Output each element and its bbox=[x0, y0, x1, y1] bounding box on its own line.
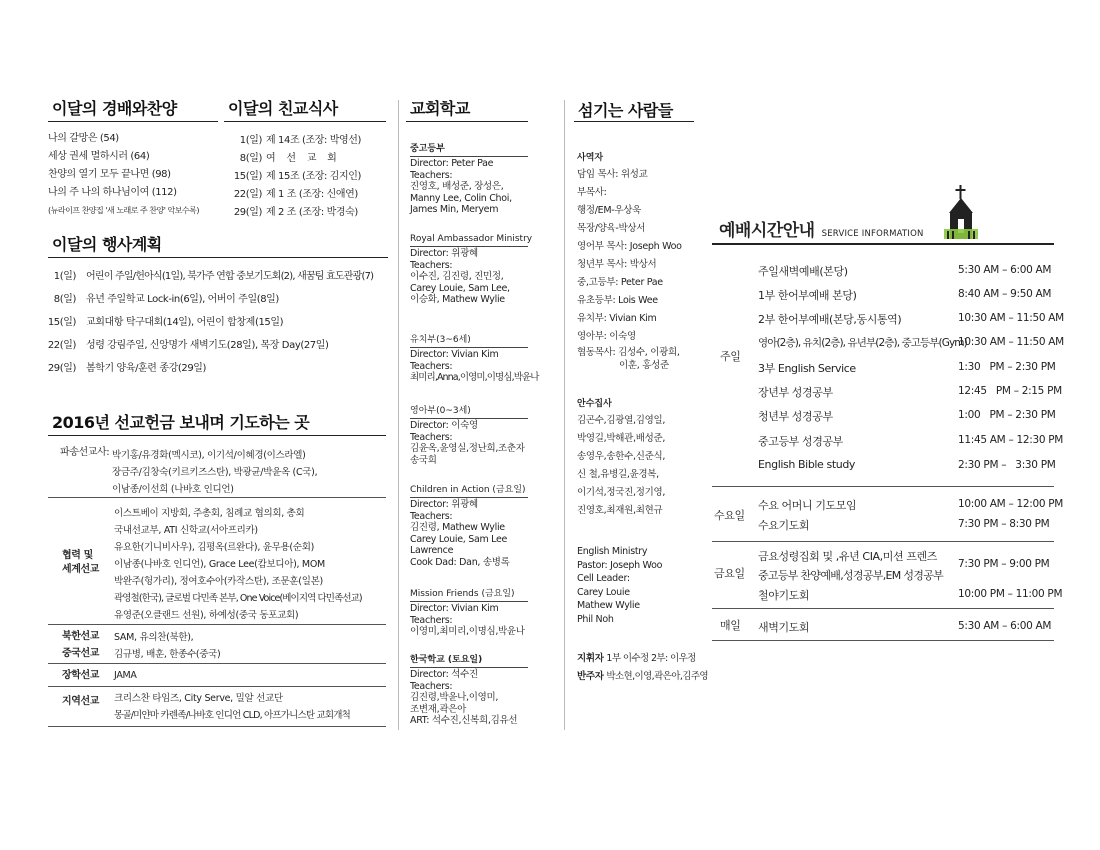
service-name: 장년부 성경공부 bbox=[758, 386, 833, 399]
service-name: 1부 한어부예배 본당) bbox=[758, 289, 857, 302]
service-time: 7:30 PM – 9:00 PM bbox=[958, 558, 1050, 570]
service-name: 3부 English Service bbox=[758, 362, 856, 375]
mission-lines bbox=[114, 690, 350, 724]
event-row bbox=[40, 339, 373, 362]
section-line: Director: 위광혜 bbox=[410, 499, 478, 510]
event-row bbox=[40, 362, 373, 385]
section-line: Manny Lee, Colin Choi, bbox=[410, 192, 512, 204]
service-time: 5:30 AM – 6:00 AM bbox=[958, 264, 1052, 276]
divider bbox=[410, 418, 528, 419]
service-time: 12:45 PM – 2:15 PM bbox=[958, 385, 1062, 397]
text: 제 15조 (조장: 김지인) bbox=[266, 171, 362, 182]
section-line: 이승화, Mathew Wylie bbox=[410, 294, 505, 305]
deacon-line: 송영우,송한수,신준식, bbox=[577, 451, 666, 462]
text: 여 선 교 회 bbox=[266, 153, 337, 164]
school-title: 교회학교 bbox=[410, 99, 470, 118]
english-ministry bbox=[577, 545, 662, 626]
school-section bbox=[410, 586, 528, 638]
hymn-list bbox=[48, 132, 199, 218]
section-line: Teachers: bbox=[410, 431, 453, 443]
deacon-line: 신 철,유병길,윤경복, bbox=[577, 469, 659, 480]
date: 1(일) bbox=[53, 271, 76, 282]
section-line: Director: Vivian Kim bbox=[410, 603, 499, 614]
mission-line: 유요한(기니비사우), 김평옥(르완다), 윤무용(순회) bbox=[114, 542, 314, 553]
section-heading: 영아부(0~3세) bbox=[410, 406, 471, 416]
text: 제 2 조 (조장: 박경숙) bbox=[266, 207, 358, 218]
minister-line: 유치부: Vivian Kim bbox=[577, 313, 657, 324]
divider bbox=[410, 497, 528, 498]
fellowship-row bbox=[224, 152, 361, 170]
fellowship-title: 이달의 친교식사 bbox=[228, 99, 338, 118]
day-label: 금요일 bbox=[714, 567, 745, 580]
section-line: Teachers: bbox=[410, 614, 453, 626]
fellowship-row bbox=[224, 206, 361, 224]
divider bbox=[224, 121, 386, 122]
ministers-list bbox=[577, 166, 682, 372]
mission-line: JAMA bbox=[114, 670, 137, 681]
em-line: Phil Noh bbox=[577, 613, 614, 625]
divider bbox=[410, 667, 528, 668]
missions-title: 2016년 선교헌금 보내며 기도하는 곳 bbox=[52, 413, 310, 432]
school-section bbox=[410, 652, 528, 727]
minister-line: 유초등부: Lois Wee bbox=[577, 295, 658, 306]
deacon-line: 이기석,정국진,정기영, bbox=[577, 487, 666, 498]
mission-line: 유영준(오클랜드 선원), 하예성(중국 동포교회) bbox=[114, 610, 299, 621]
day-label: 주일 bbox=[720, 350, 741, 363]
date: 8(일) bbox=[239, 153, 262, 164]
mission-line: 이남종(나바호 인디언), Grace Lee(캄보디아), MOM bbox=[114, 559, 325, 570]
mission-line: SAM, 유의찬(북한), bbox=[114, 632, 194, 643]
section-line: 이영미,최미리,이명심,박윤나 bbox=[410, 626, 525, 637]
section-line: 조변재,곽은아 bbox=[410, 703, 466, 715]
em-line: Cell Leader: bbox=[577, 573, 630, 584]
date: 29(일) bbox=[47, 363, 76, 374]
divider bbox=[48, 686, 386, 687]
mission-line: 몽골/미얀마 카렌족/나바호 인디언 CLD, 아프가니스탄 교회개척 bbox=[114, 710, 351, 721]
event-row bbox=[40, 293, 373, 316]
hymn-item: 찬양의 열기 모두 끝나면 (98) bbox=[48, 169, 171, 180]
column-divider bbox=[564, 100, 565, 730]
event-row bbox=[40, 316, 373, 339]
school-section bbox=[410, 482, 528, 568]
date: 22(일) bbox=[233, 189, 262, 200]
hymn-item: 나의 주 나의 하나님이여 (112) bbox=[48, 187, 177, 198]
service-time: 8:40 AM – 9:50 AM bbox=[958, 288, 1052, 300]
text: 봄학기 양육/훈련 종강(29일) bbox=[86, 363, 207, 374]
text: 유년 주일학교 Lock-in(6일), 어버이 주일(8일) bbox=[86, 294, 279, 305]
mission-label: 지역선교 bbox=[62, 696, 100, 707]
section-line: 김윤옥,윤영실,정난희,조춘자 bbox=[410, 443, 525, 454]
divider bbox=[410, 601, 528, 602]
text: 교회대항 탁구대회(14일), 어린이 합창제(15일) bbox=[86, 317, 284, 328]
minister-line: 중,고등부: Peter Pae bbox=[577, 277, 663, 288]
divider bbox=[410, 246, 528, 247]
divider bbox=[712, 608, 1054, 609]
mission-line: 곽영철(한국), 글로벌 다민족 본부, One Voice(베이지역 다민족선교) bbox=[114, 593, 362, 604]
section-line: James Min, Meryem bbox=[410, 204, 499, 215]
section-line: Director: 이숙영 bbox=[410, 420, 478, 431]
mission-label: 파송선교사: bbox=[60, 447, 110, 458]
divider bbox=[48, 435, 386, 436]
events-list bbox=[40, 270, 373, 385]
section-heading: 유치부(3~6세) bbox=[410, 335, 471, 345]
section-line: Teachers: bbox=[410, 360, 453, 372]
school-section bbox=[410, 332, 539, 384]
service-name: 청년부 성경공부 bbox=[758, 410, 833, 423]
divider bbox=[712, 486, 1054, 487]
section-line: 최미리,Anna,이영미,이명심,박윤나 bbox=[410, 372, 539, 383]
section-line: Lawrence bbox=[410, 545, 454, 556]
minister-line: 담임 목사: 위성교 bbox=[577, 169, 648, 180]
fellowship-row bbox=[224, 188, 361, 206]
minister-line: 목장/양육-박상서 bbox=[577, 223, 646, 234]
divider bbox=[48, 121, 218, 122]
day-label: 매일 bbox=[720, 619, 741, 632]
hymn-item: 나의 갈망은 (54) bbox=[48, 133, 119, 144]
section-line: Teachers: bbox=[410, 259, 453, 271]
section-heading: Royal Ambassador Ministry bbox=[410, 234, 533, 244]
divider bbox=[410, 156, 528, 157]
em-line: Pastor: Joseph Woo bbox=[577, 559, 663, 571]
minister-line: 청년부 목사: 박상서 bbox=[577, 259, 657, 270]
day-label: 수요일 bbox=[714, 509, 745, 522]
events-title: 이달의 행사계획 bbox=[52, 235, 162, 254]
service-header bbox=[719, 216, 924, 241]
em-line: Mathew Wylie bbox=[577, 600, 640, 611]
text: 제 1 조 (조장: 신애연) bbox=[266, 189, 358, 200]
hymn-item: 세상 권세 멸하시러 (64) bbox=[48, 151, 150, 162]
service-time: 5:30 AM – 6:00 AM bbox=[958, 620, 1052, 632]
divider bbox=[712, 541, 1054, 542]
section-line: Director: 위광혜 bbox=[410, 248, 478, 259]
text: 제 14조 (조장: 박영선) bbox=[266, 135, 362, 146]
section-line: Teachers: bbox=[410, 680, 453, 692]
date: 8(일) bbox=[53, 294, 76, 305]
section-line: Teachers: bbox=[410, 169, 453, 181]
school-section bbox=[410, 403, 528, 466]
servants-title: 섬기는 사람들 bbox=[578, 101, 673, 120]
date: 15(일) bbox=[47, 317, 76, 328]
service-name: 철야기도회 bbox=[758, 589, 810, 602]
text: 성령 강림주일, 신앙명가 새벽기도(28일), 목장 Day(27일) bbox=[86, 340, 329, 351]
conductor-row bbox=[577, 653, 696, 665]
divider bbox=[48, 726, 386, 727]
section-line: 김진령, Mathew Wylie bbox=[410, 522, 505, 533]
school-section bbox=[410, 141, 528, 216]
minister-line: 부목사: bbox=[577, 187, 607, 198]
conductor-names: 1부 이수정 2부: 이우정 bbox=[606, 653, 696, 664]
service-time: 1:00 PM – 2:30 PM bbox=[958, 409, 1056, 421]
service-time: 10:30 AM – 11:50 AM bbox=[958, 312, 1064, 324]
accompanist-label: 반주자 bbox=[577, 671, 604, 682]
deacon-line: 진영호,최재원,최현규 bbox=[577, 505, 663, 516]
hymns-title: 이달의 경배와찬양 bbox=[52, 99, 177, 118]
mission-line: 김규병, 배훈, 한종수(중국) bbox=[114, 649, 221, 660]
church-icon bbox=[944, 183, 978, 241]
section-line: 김진령,박윤나,이영미, bbox=[410, 692, 499, 703]
service-time: 10:30 AM – 11:50 AM bbox=[958, 336, 1064, 348]
divider bbox=[410, 347, 528, 348]
section-line: Carey Louie, Sam Lee bbox=[410, 533, 508, 545]
divider bbox=[48, 663, 386, 664]
em-line: English Ministry bbox=[577, 546, 648, 557]
accompanist-names: 박소현,이영,곽은아,김주영 bbox=[606, 671, 708, 682]
section-heading: Mission Friends (금요일) bbox=[410, 589, 515, 599]
section-line: 송국희 bbox=[410, 454, 437, 466]
section-line: Director: 석수진 bbox=[410, 669, 478, 680]
mission-line: 이스트베이 지방회, 주총회, 침례교 협의회, 총회 bbox=[114, 508, 305, 519]
mission-line: 장금주/김창숙(키르키즈스탄), 박광균/박윤옥 (C국), bbox=[112, 467, 318, 478]
service-name: 새벽기도회 bbox=[758, 621, 810, 634]
section-line: ART: 석수진,신복희,김유선 bbox=[410, 715, 518, 726]
mission-label: 장학선교 bbox=[62, 670, 100, 681]
service-name: 금요성령집회 및 ,유년 CIA,미션 프렌즈 bbox=[758, 550, 937, 563]
service-name: 영아(2층), 유치(2층), 유년부(2층), 중고등부(Gym) bbox=[758, 337, 967, 349]
conductor-label: 지휘자 bbox=[577, 653, 604, 664]
service-name: 수요 어머니 기도모임 bbox=[758, 499, 857, 512]
date: 29(일) bbox=[233, 207, 262, 218]
fellowship-row bbox=[224, 170, 361, 188]
mission-line: 이남종/이선희 (나바호 인디언) bbox=[112, 484, 234, 495]
service-time: 11:45 AM – 12:30 PM bbox=[958, 434, 1064, 446]
divider bbox=[574, 121, 694, 122]
deacon-line: 김곤수,김광열,김영일, bbox=[577, 415, 666, 426]
section-heading: 중고등부 bbox=[410, 144, 445, 154]
mission-label: 북한선교 중국선교 bbox=[62, 631, 100, 659]
minister-line: 협동목사: 김성수, 이광희, bbox=[577, 347, 680, 358]
section-line: Carey Louie, Sam Lee, bbox=[410, 282, 510, 294]
deacons-heading: 안수집사 bbox=[577, 399, 612, 409]
section-line: Teachers: bbox=[410, 510, 453, 522]
fellowship-row bbox=[224, 134, 361, 152]
service-time: 1:30 PM – 2:30 PM bbox=[958, 361, 1056, 373]
minister-line: 영어부 목사: Joseph Woo bbox=[577, 241, 682, 252]
section-heading: 한국학교 (토요일) bbox=[410, 655, 483, 665]
text: 어린이 주일/헌아식(1일), 북가주 연합 중보기도회(2), 새꿈팀 효도관광(7) bbox=[86, 271, 374, 282]
service-time: 10:00 PM – 11:00 PM bbox=[958, 588, 1063, 600]
fellowship-list bbox=[224, 134, 361, 224]
section-heading: Children in Action (금요일) bbox=[410, 485, 526, 495]
event-row bbox=[40, 270, 373, 293]
mission-line: 박완주(헝가리), 정여호수아(카작스탄), 조문훈(일본) bbox=[114, 576, 323, 587]
divider bbox=[48, 257, 388, 258]
section-line: Director: Vivian Kim bbox=[410, 349, 499, 360]
service-name: 중고등부 찬양예배,성경공부,EM 성경공부 bbox=[758, 569, 944, 582]
date: 15(일) bbox=[233, 171, 262, 182]
mission-line: 국내선교부, ATI 신학교(서아프리카) bbox=[114, 525, 258, 536]
minister-line: 행정/EM-우상욱 bbox=[577, 205, 642, 216]
column-divider bbox=[398, 100, 399, 730]
section-line: Director: Peter Pae bbox=[410, 158, 494, 169]
minister-line: 영아부: 이숙영 bbox=[577, 331, 636, 342]
service-name: 중고등부 성경공부 bbox=[758, 435, 843, 448]
mission-label: 협력 및 세계선교 bbox=[62, 550, 100, 575]
service-time: 10:00 AM – 12:00 PM bbox=[958, 498, 1064, 510]
mission-line: 크리스찬 타임즈, City Serve, 밀알 선교단 bbox=[114, 693, 283, 704]
minister-line: 이훈, 홍성준 bbox=[619, 360, 669, 371]
mission-lines bbox=[112, 447, 317, 498]
em-line: Carey Louie bbox=[577, 586, 630, 598]
date: 1(일) bbox=[239, 135, 262, 146]
section-line: Cook Dad: Dan, 송병록 bbox=[410, 556, 510, 568]
mission-line: 박기홍/유경화(멕시코), 이기석/이혜경(이스라엘) bbox=[112, 450, 306, 461]
date: 22(일) bbox=[47, 340, 76, 351]
section-line: 진영호, 배성준, 장성은, bbox=[410, 181, 504, 192]
ministers-heading: 사역자 bbox=[577, 153, 604, 163]
service-title: 예배시간안내 bbox=[719, 221, 815, 241]
hymn-note: (뉴라이프 찬양집 '새 노래로 주 찬양' 악보수록) bbox=[48, 206, 200, 215]
mission-lines bbox=[114, 505, 362, 624]
service-name: 2부 한어부예배(본당,동시통역) bbox=[758, 313, 902, 326]
school-section bbox=[410, 234, 532, 306]
mission-lines bbox=[114, 629, 220, 663]
section-line: 이수진, 김진령, 진민정, bbox=[410, 271, 504, 282]
deacons-list bbox=[577, 412, 665, 520]
service-name: 수요기도회 bbox=[758, 519, 810, 532]
accompanist-row bbox=[577, 671, 708, 683]
deacon-line: 박영길,박해관,배성준, bbox=[577, 433, 666, 444]
service-subtitle: SERVICE INFORMATION bbox=[821, 229, 924, 239]
service-time: 2:30 PM – 3:30 PM bbox=[958, 459, 1056, 471]
divider bbox=[406, 121, 528, 122]
service-name: 주일새벽예배(본당) bbox=[758, 265, 848, 278]
service-time: 7:30 PM – 8:30 PM bbox=[958, 518, 1050, 530]
divider bbox=[48, 497, 386, 498]
divider bbox=[48, 624, 386, 625]
divider bbox=[712, 243, 1054, 245]
divider bbox=[712, 640, 1054, 641]
service-name: English Bible study bbox=[758, 458, 856, 471]
